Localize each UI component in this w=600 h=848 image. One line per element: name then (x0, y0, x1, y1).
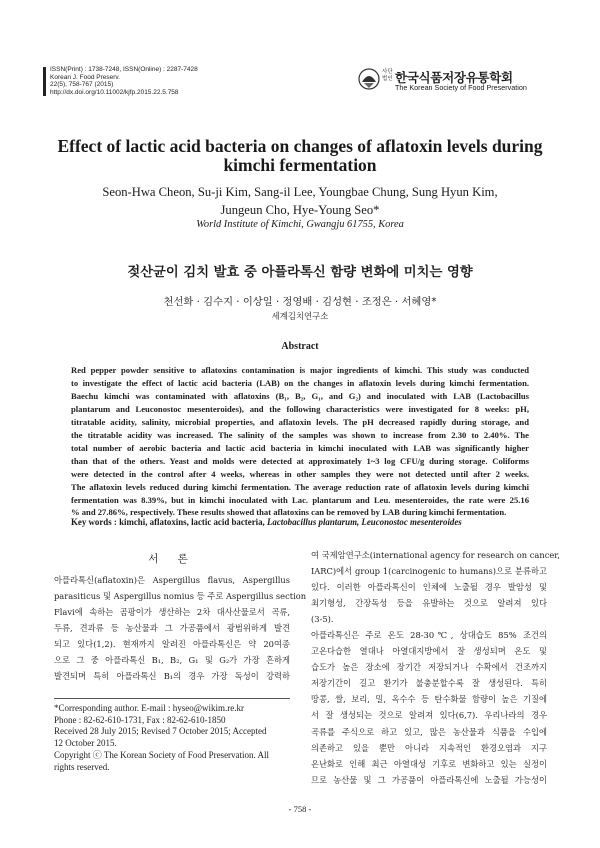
text-line: IARC)에서 group 1(carcinogenic to humans)으로 분류하고 (311, 566, 547, 577)
korean-authors: 천선화 · 김수지 · 이상일 · 정영배 · 김성현 · 조정은 · 서혜영* (163, 296, 437, 308)
society-name-korean: 한국식품저장유통학회 (395, 70, 513, 85)
society-logo-icon (358, 68, 380, 90)
text-line: 아플라톡신(aflatoxin)은 Aspergillus flavus, Aspergillus (54, 575, 290, 585)
doi-link[interactable]: http://dx.doi.org/10.11002/kjfp.2015.22.5.758 (50, 88, 179, 96)
korean-title: 젖산균이 김치 발효 중 아플라톡신 함량 변화에 미치는 영향 (127, 265, 473, 280)
text-line: 서 잘 생성되는 것으로 알려져 있다(6,7). 우리나라의 경우 (311, 710, 547, 721)
right-column-text (311, 547, 560, 788)
issn-line: ISSN(Print) : 1738-7248, ISSN(Online) : 2287-7428 (50, 66, 198, 73)
footnote-divider (54, 698, 290, 699)
corresponding-author: *Corresponding author. E-mail : hyseo@wikim.re.kr (54, 703, 245, 713)
text-line: 저장기간이 길고 환기가 불충분할수록 잘 생성된다. 특히 (311, 678, 547, 689)
text-line: 온난화로 인해 최근 아열대성 기후로 변화하고 있는 실정이 (311, 758, 547, 769)
society-small-label: 사단 법인 (382, 69, 393, 82)
rights: rights reserved. (54, 761, 110, 772)
society-name-english: The Korean Society of Food Preservation (395, 83, 527, 92)
text-line: 두류, 견과류 등 농산물과 그 가공품에서 광범위하게 발견 (54, 623, 290, 634)
received-dates: Received 28 July 2015; Revised 7 October 2015; Accepted (54, 726, 267, 737)
abstract-line: the titratable acidity was increased. The salinity of the samples was shown to increase from 2.30 to 2.40%. The (71, 429, 529, 440)
journal-meta (50, 66, 198, 96)
left-column-text (54, 572, 307, 684)
text-line: 여 국제암연구소(international agency for research on cancer, (311, 550, 560, 560)
abstract-line: to investigate the effect of lactic acid bacteria (LAB) on the changes in aflatoxin levels during kimchi fermentation. (71, 377, 529, 388)
text-line: (3-5). (311, 614, 334, 625)
copyright: Copyright ⓒ The Korean Society of Food Preservation. All (54, 749, 270, 760)
abstract-line: plantarum and Leuconostoc mesenteroides), and the following characteristics were investigated for 8 weeks: pH, (71, 403, 529, 414)
text-line: 므로 농산물 및 그 가공품이 아플라톡신에 노출될 가능성이 (311, 774, 547, 785)
abstract-line: total number of aerobic bacteria and lactic acid bacteria in kimchi inoculated with LAB was significantly higher (71, 442, 529, 453)
author-list (40, 183, 560, 219)
title-line-2: kimchi fermentation (223, 155, 377, 175)
text-line: Flavi에 속하는 곰팡이가 생산하는 2차 대사산물로서 곡류, (54, 607, 290, 618)
authors-line-2: Jungeun Cho, Hye-Young Seo* (220, 203, 380, 217)
abstract-line: titratable acidity, salinity, microbial properties, and aflatoxin levels. The pH decreased rapidly during storage, and (71, 416, 529, 427)
abstract-line: Red pepper powder sensitive to aflatoxins contamination is major ingredients of kimchi. This study was conducted (71, 365, 529, 375)
text-line: 발견되며 특히 아플라톡신 B₁의 경우 가장 독성이 강력하 (54, 671, 290, 682)
text-line: 곡류를 주식으로 하고 있고, 많은 농산물과 식품을 수입에 (311, 726, 547, 737)
abstract-line: fermentation was 8.39%, but in kimchi inoculated with Lac. plantarum and Leu. mesenteroides, the rate were 25.16 (71, 494, 529, 505)
abstract-line: The aflatoxin levels reduced during kimchi fermentation. The average reduction rate of aflatoxin levels during kimchi (71, 481, 529, 492)
accepted-date: 12 October 2015. (54, 738, 117, 749)
paper-title (40, 137, 560, 175)
text-line: 최기형성, 간장독성 등을 유발하는 것으로 알려져 있다 (311, 598, 547, 609)
text-line: 습도가 높은 장소에 장기간 저장되거나 수확에서 건조까지 (311, 662, 547, 673)
abstract-heading: Abstract (281, 341, 319, 352)
text-line: 있다. 이러한 아플라톡신이 인체에 노출될 경우 발암성 및 (311, 582, 547, 593)
keywords-label: Key words : (71, 517, 117, 527)
text-line: 땅콩, 쌀, 보리, 밀, 옥수수 등 탄수화물 함량이 높은 기질에 (311, 694, 547, 705)
society-header (358, 66, 548, 92)
footnote (54, 703, 290, 773)
authors-line-1: Seon-Hwa Cheon, Su-ji Kim, Sang-il Lee, Youngbae Chung, Sung Hyun Kim, (102, 185, 498, 199)
text-line: 아플라톡신은 주로 온도 28-30℃, 상대습도 85% 조건의 (311, 630, 547, 641)
abstract-line: than that of the others. Yeast and molds were detected at approximately 1~3 log CFU/g during storage. Coliforms (71, 455, 529, 466)
abstract-body (71, 364, 529, 519)
page-number: - 758 - (288, 804, 312, 814)
phone-fax: Phone : 82-62-610-1731, Fax : 82-62-610-1850 (54, 714, 226, 725)
affiliation: World Institute of Kimchi, Gwangju 61755, Korea (196, 219, 404, 230)
abstract-line: Baechu kimchi was contaminated with aflatoxins (B₁, B₂, G₁, and G₂) and inoculated with LAB (Lactobacillus (71, 390, 529, 401)
journal-line: Korean J. Food Preserv. (50, 73, 120, 81)
keywords-plain: kimchi, aflatoxins, lactic acid bacteria, (119, 517, 265, 527)
text-line: 의존하고 있을 뿐만 아니라 지속적인 환경오염과 지구 (311, 742, 547, 753)
abstract-line: were detected in the control after 4 weeks, whereas in other samples they were not detected until after 2 weeks. (71, 468, 529, 479)
text-line: 되고 있다(1,2). 현재까지 알려진 아플라톡신은 약 20여종 (54, 639, 290, 650)
text-line: 으로 그 중 아플라톡신 B₁, B₂, G₁ 및 G₂가 가장 흔하게 (54, 655, 290, 666)
text-line: parasiticus 및 Aspergillus nomius 등 주로 Aspergillus section (54, 591, 307, 602)
korean-affiliation: 세계김치연구소 (271, 311, 329, 321)
keywords (71, 517, 540, 527)
text-line: 고온다습한 열대나 아열대지방에서 잘 생성되며 온도 및 (311, 646, 547, 657)
meta-bar (43, 67, 46, 96)
abstract-line: % and 27.86%, respectively. These results showed that aflatoxins can be removed by LAB during kimchi fermentation. (71, 507, 507, 518)
title-line-1: Effect of lactic acid bacteria on changes of aflatoxin levels during (57, 136, 543, 156)
volume-line: 22(5), 758-767 (2015) (50, 81, 114, 89)
keywords-italic: Lactobacillus plantarum, Leuconostoc mesenteroides (266, 517, 462, 527)
section-heading-introduction: 서 론 (148, 553, 196, 565)
